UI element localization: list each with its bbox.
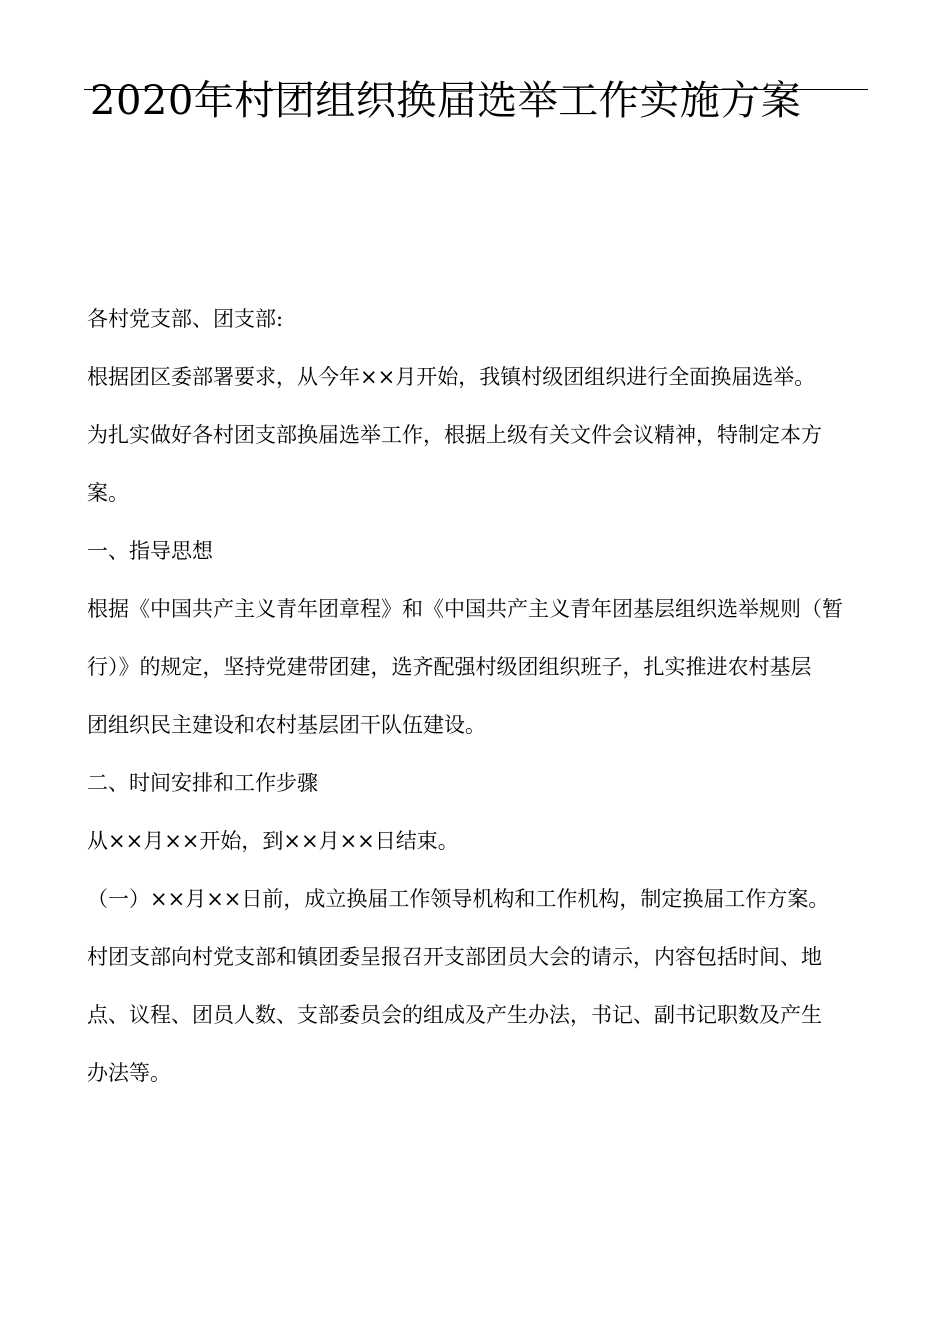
paragraph-line: 团组织民主建设和农村基层团干队伍建设。 [87, 713, 486, 737]
paragraph-line: 案。 [87, 481, 129, 505]
paragraph-line: 根据团区委部署要求，从今年××月开始，我镇村级团组织进行全面换届选举。 [87, 365, 816, 389]
salutation-line: 各村党支部、团支部: [87, 307, 284, 331]
paragraph-line: 根据《中国共产主义青年团章程》和《中国共产主义青年团基层组织选举规则（暂 [87, 597, 843, 621]
paragraph-line: 为扎实做好各村团支部换届选举工作，根据上级有关文件会议精神，特制定本方 [87, 423, 822, 447]
paragraph-line: 从××月××开始，到××月××日结束。 [87, 829, 459, 853]
title-strike-line [84, 89, 868, 90]
paragraph-line: 村团支部向村党支部和镇团委呈报召开支部团员大会的请示，内容包括时间、地 [87, 945, 822, 969]
document-body [87, 290, 867, 1102]
paragraph-line: 办法等。 [87, 1061, 171, 1085]
document-title: 2020年村团组织换届选举工作实施方案 [90, 78, 802, 124]
paragraph-line: 行）》的规定，坚持党建带团建，选齐配强村级团组织班子，扎实推进农村基层 [87, 655, 812, 679]
paragraph-line: 点、议程、团员人数、支部委员会的组成及产生办法，书记、副书记职数及产生 [87, 1003, 822, 1027]
section-heading: 二、时间安排和工作步骤 [87, 771, 318, 795]
document-title-block [84, 70, 868, 132]
section-heading: 一、指导思想 [87, 539, 213, 563]
paragraph-line: （一）××月××日前，成立换届工作领导机构和工作机构，制定换届工作方案。 [87, 887, 830, 911]
